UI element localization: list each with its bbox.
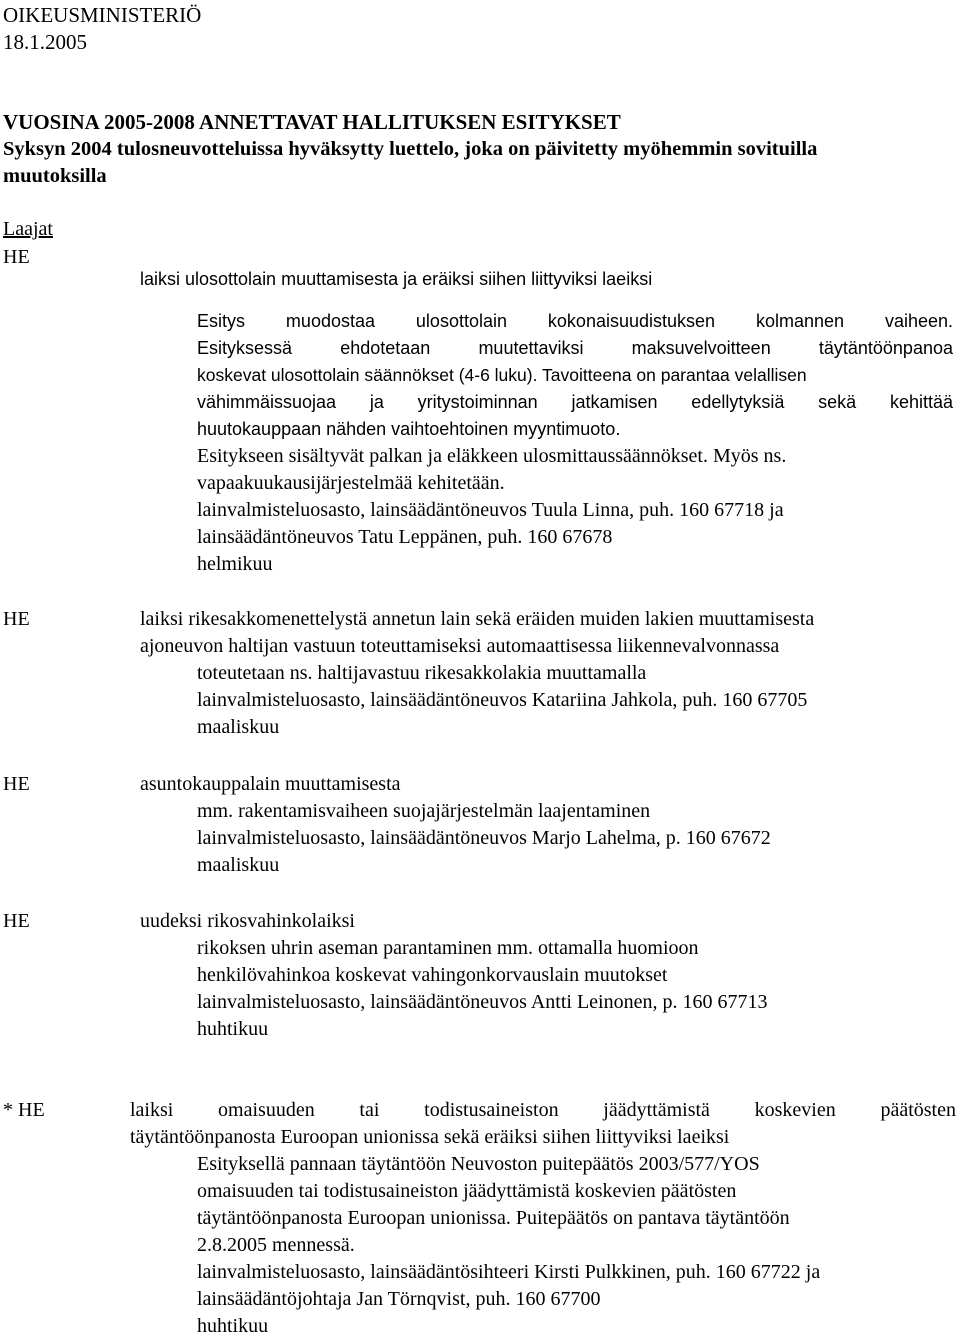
item-title: asuntokauppalain muuttamisesta bbox=[140, 773, 401, 795]
item-title-line: laiksi rikesakkomenettelystä annetun lain sekä eräiden muiden lakien muuttamisesta bbox=[140, 608, 815, 630]
description-line: täytäntöönpanosta Euroopan unionissa. Puitepäätös on pantava täytäntöön bbox=[197, 1207, 790, 1229]
item-title-line: ajoneuvon haltijan vastuun toteuttamiseksi automaattisessa liikennevalvonnassa bbox=[140, 635, 780, 657]
schedule-month: helmikuu bbox=[197, 553, 273, 575]
contact-line: lainvalmisteluosasto, lainsäädäntöneuvos Katariina Jahkola, puh. 160 67705 bbox=[197, 689, 808, 711]
ministry-name: OIKEUSMINISTERIÖ bbox=[3, 3, 202, 27]
description-line: vapaakuukausijärjestelmää kehitetään. bbox=[197, 472, 505, 494]
item-title: uudeksi rikosvahinkolaiksi bbox=[140, 910, 355, 932]
description-line: Esitykseen sisältyvät palkan ja eläkkeen ulosmittaussäännökset. Myös ns. bbox=[197, 445, 787, 467]
document-date: 18.1.2005 bbox=[3, 30, 87, 54]
document-title: VUOSINA 2005-2008 ANNETTAVAT HALLITUKSEN ESITYKSET bbox=[3, 110, 621, 134]
item-prefix: HE bbox=[3, 246, 30, 268]
schedule-month: huhtikuu bbox=[197, 1315, 269, 1337]
contact-line: lainvalmisteluosasto, lainsäädäntöneuvos Tuula Linna, puh. 160 67718 ja bbox=[197, 499, 784, 521]
section-label: Laajat bbox=[3, 218, 53, 240]
schedule-month: maaliskuu bbox=[197, 854, 280, 876]
description-line: Esitys muodostaa ulosottolain kokonaisuudistuksen kolmannen vaiheen. bbox=[197, 311, 953, 331]
description-line: omaisuuden tai todistusaineiston jäädyttämistä koskevien päätösten bbox=[197, 1180, 737, 1202]
document-subtitle-line1: Syksyn 2004 tulosneuvotteluissa hyväksytty luettelo, joka on päivitetty myöhemmin sovituilla bbox=[3, 138, 818, 160]
item-title-line: täytäntöönpanosta Euroopan unionissa sekä eräiksi siihen liittyviksi laeiksi bbox=[130, 1126, 730, 1148]
description-line: 2.8.2005 mennessä. bbox=[197, 1234, 355, 1256]
contact-line: lainsäädäntöneuvos Tatu Leppänen, puh. 160 67678 bbox=[197, 526, 613, 548]
item-prefix: * HE bbox=[3, 1099, 45, 1121]
description-line: henkilövahinkoa koskevat vahingonkorvauslain muutokset bbox=[197, 964, 668, 986]
description-line: vähimmäissuojaa ja yritystoiminnan jatkamisen edellytyksiä sekä kehittää bbox=[197, 392, 953, 412]
contact-line: lainvalmisteluosasto, lainsäädäntösihteeri Kirsti Pulkkinen, puh. 160 67722 ja bbox=[197, 1261, 821, 1283]
description-line bbox=[197, 362, 953, 389]
contact-line: lainvalmisteluosasto, lainsäädäntöneuvos Antti Leinonen, p. 160 67713 bbox=[197, 991, 768, 1013]
item-prefix: HE bbox=[3, 773, 30, 795]
schedule-month: huhtikuu bbox=[197, 1018, 269, 1040]
description-line: Esityksellä pannaan täytäntöön Neuvoston puitepäätös 2003/577/YOS bbox=[197, 1153, 760, 1175]
description-line: toteutetaan ns. haltijavastuu rikesakkolakia muuttamalla bbox=[197, 662, 647, 684]
item-title: laiksi ulosottolain muuttamisesta ja eräiksi siihen liittyviksi laeiksi bbox=[140, 269, 653, 289]
description-line: Esityksessä ehdotetaan muutettaviksi maksuvelvoitteen täytäntöönpanoa bbox=[197, 338, 953, 358]
item-title bbox=[130, 1097, 956, 1151]
description-line: huutokauppaan nähden vaihtoehtoinen myyntimuoto. bbox=[197, 419, 621, 439]
document-subtitle-line2: muutoksilla bbox=[3, 165, 107, 187]
item-title-line: laiksi omaisuuden tai todistusaineiston jäädyttämistä koskevien päätösten bbox=[130, 1099, 956, 1121]
description-line: rikoksen uhrin aseman parantaminen mm. ottamalla huomioon bbox=[197, 937, 699, 959]
item-prefix: HE bbox=[3, 910, 30, 932]
item-description bbox=[197, 308, 953, 443]
contact-line: lainsäädäntöjohtaja Jan Törnqvist, puh. 160 67700 bbox=[197, 1288, 601, 1310]
contact-line: lainvalmisteluosasto, lainsäädäntöneuvos Marjo Lahelma, p. 160 67672 bbox=[197, 827, 771, 849]
item-prefix: HE bbox=[3, 608, 30, 630]
description-line: mm. rakentamisvaiheen suojajärjestelmän laajentaminen bbox=[197, 800, 651, 822]
schedule-month: maaliskuu bbox=[197, 716, 280, 738]
description-line-part: koskevat ulosottolain säännökset (4-6 luku). Tavoitteena on parantaa velallisen bbox=[197, 365, 807, 385]
